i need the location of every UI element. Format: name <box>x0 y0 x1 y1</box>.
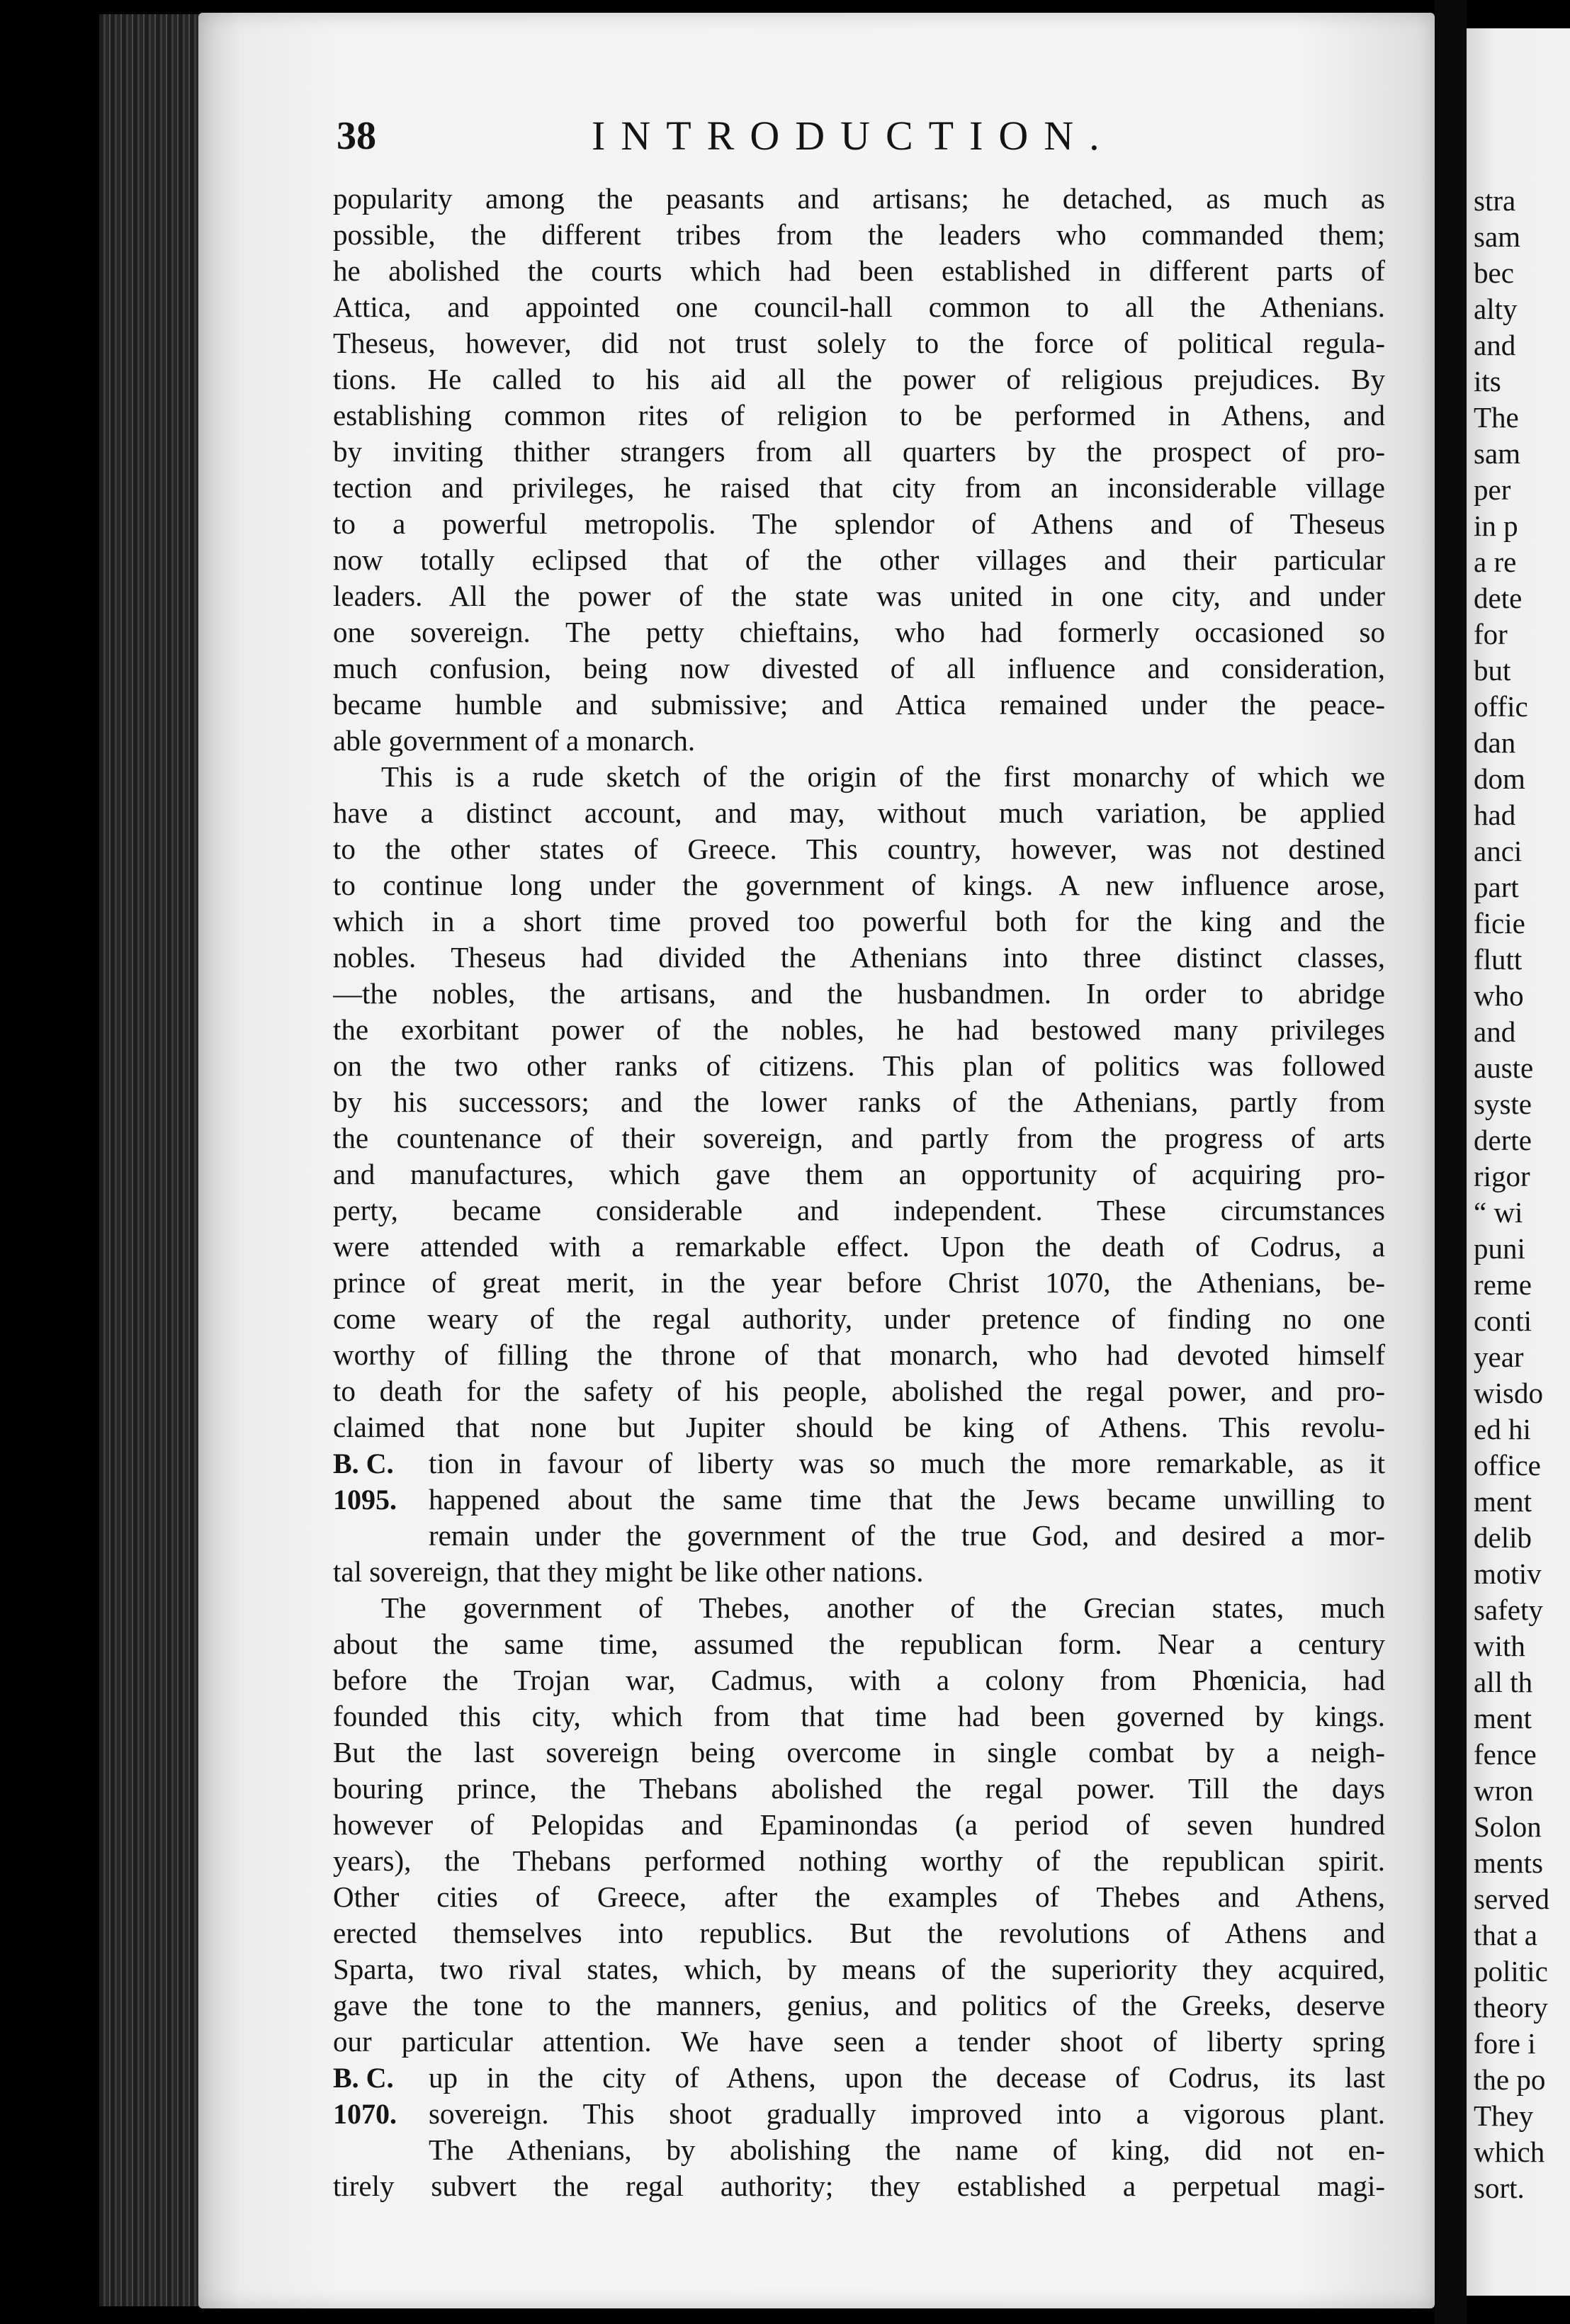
facing-page-fragment: rigor <box>1474 1160 1530 1192</box>
text-line: remain under the government of the true God, and desired a mor- <box>429 1519 1385 1552</box>
text-line: possible, the different tribes from the leaders who commanded them; <box>333 218 1385 251</box>
facing-page-fragment: ficie <box>1474 907 1525 940</box>
facing-page-fragment: motiv <box>1474 1557 1542 1590</box>
facing-page-fragment: sort. <box>1474 2172 1525 2204</box>
text-line: the countenance of their sovereign, and partly from the progress of arts <box>333 1122 1385 1154</box>
facing-page-fragment: anci <box>1474 835 1523 867</box>
text-line: tection and privileges, he raised that city from an inconsiderable village <box>333 471 1385 504</box>
facing-page-fragment: the po <box>1474 2063 1546 2096</box>
facing-page-fragment: politic <box>1474 1955 1548 1987</box>
text-line: Theseus, however, did not trust solely to the force of political regula- <box>333 327 1385 359</box>
facing-page-fragment: served <box>1474 1883 1550 1915</box>
text-line: to the other states of Greece. This country, however, was not destined <box>333 833 1385 865</box>
text-line: tion in favour of liberty was so much the more remarkable, as it <box>429 1447 1385 1479</box>
text-line: to death for the safety of his people, abolished the regal power, and pro- <box>333 1375 1385 1407</box>
text-line-with-margin-note <box>333 2132 1385 2168</box>
margin-note: 1070. <box>333 2098 397 2130</box>
facing-page-fragment: flutt <box>1474 943 1523 976</box>
text-line: nobles. Theseus had divided the Athenians into three distinct classes, <box>333 941 1385 974</box>
facing-page-fragment: wron <box>1474 1774 1534 1807</box>
text-line: The government of Thebes, another of the Grecian states, much <box>381 1591 1385 1624</box>
facing-page-fragment: which <box>1474 2136 1545 2168</box>
facing-page-fragment: The <box>1474 401 1519 434</box>
facing-page-fragment: reme <box>1474 1268 1532 1301</box>
text-line: The Athenians, by abolishing the name of king, did not en- <box>429 2133 1385 2166</box>
text-line-with-margin-note <box>333 1482 1385 1518</box>
text-line: to continue long under the government of kings. A new influence arose, <box>333 869 1385 901</box>
facing-page-fragment: stra <box>1474 184 1516 217</box>
text-line: gave the tone to the manners, genius, and politics of the Greeks, deserve <box>333 1989 1385 2021</box>
text-line: by inviting thither strangers from all quarters by the prospect of pro- <box>333 435 1385 468</box>
text-line: which in a short time proved too powerful both for the king and the <box>333 905 1385 937</box>
facing-page-fragment: delib <box>1474 1521 1532 1554</box>
text-line: tions. He called to his aid all the power of religious prejudices. By <box>333 363 1385 395</box>
margin-note: B. C. <box>333 2062 394 2094</box>
text-line: perty, became considerable and independent. These circumstances <box>333 1194 1385 1226</box>
facing-page-fragment: “ wi <box>1474 1196 1523 1229</box>
body-text <box>333 181 1385 2204</box>
facing-page-fragment: but <box>1474 654 1511 687</box>
facing-page-text <box>1474 183 1570 2206</box>
text-line: sovereign. This shoot gradually improved into a vigorous plant. <box>429 2097 1385 2130</box>
facing-page-fragment: all th <box>1474 1666 1533 1698</box>
text-line: by his successors; and the lower ranks of the Athenians, partly from <box>333 1085 1385 1118</box>
text-line-with-margin-note <box>333 2096 1385 2132</box>
text-line: bouring prince, the Thebans abolished the regal power. Till the days <box>333 1772 1385 1805</box>
text-line: tirely subvert the regal authority; they established a perpetual magi- <box>333 2170 1385 2202</box>
text-line: worthy of filling the throne of that monarch, who had devoted himself <box>333 1338 1385 1371</box>
text-line: now totally eclipsed that of the other villages and their particular <box>333 543 1385 576</box>
text-line: establishing common rites of religion to be performed in Athens, and <box>333 399 1385 431</box>
facing-page-fragment: They <box>1474 2099 1534 2132</box>
text-line: became humble and submissive; and Attica remained under the peace- <box>333 688 1385 721</box>
text-line: —the nobles, the artisans, and the husbandmen. In order to abridge <box>333 977 1385 1010</box>
text-line: Other cities of Greece, after the examples of Thebes and Athens, <box>333 1880 1385 1913</box>
facing-page-fragment: fore i <box>1474 2027 1536 2060</box>
facing-page-fragment: had <box>1474 799 1516 831</box>
text-line-with-margin-note <box>333 2060 1385 2096</box>
page-number: 38 <box>337 114 376 158</box>
text-line-with-margin-note <box>333 1445 1385 1482</box>
text-line: erected themselves into republics. But the revolutions of Athens and <box>333 1917 1385 1949</box>
text-line: years), the Thebans performed nothing worthy of the republican spirit. <box>333 1844 1385 1877</box>
facing-page-fragment: sam <box>1474 437 1521 470</box>
text-line: This is a rude sketch of the origin of the first monarchy of which we <box>381 760 1385 793</box>
facing-page-fragment: alty <box>1474 293 1518 325</box>
facing-page-fragment: dete <box>1474 582 1523 614</box>
text-line: much confusion, being now divested of all influence and consideration, <box>333 652 1385 684</box>
text-line: prince of great merit, in the year before Christ 1070, the Athenians, be- <box>333 1266 1385 1299</box>
facing-page-fragment: its <box>1474 365 1501 397</box>
facing-page-fragment: with <box>1474 1630 1525 1662</box>
facing-page-fragment: and <box>1474 329 1516 361</box>
facing-page-fragment: auste <box>1474 1051 1534 1084</box>
text-line: Sparta, two rival states, which, by means of the superiority they acquired, <box>333 1953 1385 1985</box>
text-line: popularity among the peasants and artisans; he detached, as much as <box>333 182 1385 215</box>
facing-page-fragment: theory <box>1474 1991 1548 2024</box>
text-line: and manufactures, which gave them an opportunity of acquiring pro- <box>333 1158 1385 1190</box>
facing-page-fragment: dan <box>1474 726 1516 759</box>
facing-page-fragment: sam <box>1474 220 1521 253</box>
text-line: But the last sovereign being overcome in single combat by a neigh- <box>333 1736 1385 1769</box>
facing-page-fragment: ment <box>1474 1485 1532 1518</box>
text-line: happened about the same time that the Jews became unwilling to <box>429 1483 1385 1516</box>
text-line: tal sovereign, that they might be like other nations. <box>333 1555 924 1588</box>
text-line: able government of a monarch. <box>333 724 696 757</box>
facing-page-fragment: wisdo <box>1474 1377 1543 1409</box>
text-line: on the two other ranks of citizens. This plan of politics was followed <box>333 1049 1385 1082</box>
text-line: the exorbitant power of the nobles, he had bestowed many privileges <box>333 1013 1385 1046</box>
facing-page-fragment: ed hi <box>1474 1413 1531 1445</box>
text-line: claimed that none but Jupiter should be king of Athens. This revolu- <box>333 1411 1385 1443</box>
facing-page-fragment: a re <box>1474 546 1517 578</box>
text-line: he abolished the courts which had been established in different parts of <box>333 254 1385 287</box>
text-line-with-margin-note <box>333 1518 1385 1554</box>
facing-page-fragment: puni <box>1474 1232 1525 1265</box>
facing-page-fragment: who <box>1474 979 1524 1012</box>
text-line: come weary of the regal authority, under pretence of finding no one <box>333 1302 1385 1335</box>
margin-note <box>333 1518 429 1554</box>
facing-page-fragment: per <box>1474 473 1511 506</box>
margin-note: B. C. <box>333 1448 394 1479</box>
text-line: were attended with a remarkable effect. Upon the death of Codrus, a <box>333 1230 1385 1263</box>
running-head: INTRODUCTION. <box>592 113 1115 159</box>
facing-page-fragment: bec <box>1474 256 1514 289</box>
text-line: up in the city of Athens, upon the decease of Codrus, its last <box>429 2061 1385 2094</box>
margin-note: 1095. <box>333 1484 397 1516</box>
facing-page-fragment: and <box>1474 1015 1516 1048</box>
text-line: to a powerful metropolis. The splendor of Athens and of Theseus <box>333 507 1385 540</box>
facing-page-fragment: Solon <box>1474 1810 1542 1843</box>
facing-page-fragment: dom <box>1474 762 1525 795</box>
facing-page-fragment: conti <box>1474 1304 1532 1337</box>
facing-page-fragment: office <box>1474 1449 1541 1482</box>
facing-page-fragment: derte <box>1474 1124 1532 1156</box>
text-line: leaders. All the power of the state was united in one city, and under <box>333 580 1385 612</box>
text-line: however of Pelopidas and Epaminondas (a period of seven hundred <box>333 1808 1385 1841</box>
page-gutter <box>1435 0 1467 2324</box>
facing-page-fragment: in p <box>1474 509 1518 542</box>
facing-page-fragment: safety <box>1474 1593 1543 1626</box>
facing-page-fragment: year <box>1474 1341 1524 1373</box>
text-line: have a distinct account, and may, without much variation, be applied <box>333 796 1385 829</box>
margin-note <box>333 2132 429 2168</box>
page-header <box>337 106 1399 170</box>
text-line: before the Trojan war, Cadmus, with a colony from Phœnicia, had <box>333 1664 1385 1696</box>
facing-page-fragment: ments <box>1474 1846 1543 1879</box>
facing-page-fragment: ment <box>1474 1702 1532 1734</box>
facing-page-fragment: offic <box>1474 690 1528 723</box>
text-line: our particular attention. We have seen a tender shoot of liberty spring <box>333 2025 1385 2058</box>
facing-page-fragment: that a <box>1474 1919 1537 1951</box>
text-line: founded this city, which from that time had been governed by kings. <box>333 1700 1385 1732</box>
text-line: one sovereign. The petty chieftains, who had formerly occasioned so <box>333 616 1385 648</box>
book-binding-edge <box>99 14 205 2306</box>
facing-page-fragment: part <box>1474 871 1519 903</box>
text-line: Attica, and appointed one council-hall common to all the Athenians. <box>333 290 1385 323</box>
facing-page-fragment: for <box>1474 618 1508 650</box>
facing-page-edge <box>1467 28 1570 2296</box>
facing-page-fragment: fence <box>1474 1738 1537 1771</box>
text-line: about the same time, assumed the republican form. Near a century <box>333 1628 1385 1660</box>
facing-page-fragment: syste <box>1474 1088 1532 1120</box>
